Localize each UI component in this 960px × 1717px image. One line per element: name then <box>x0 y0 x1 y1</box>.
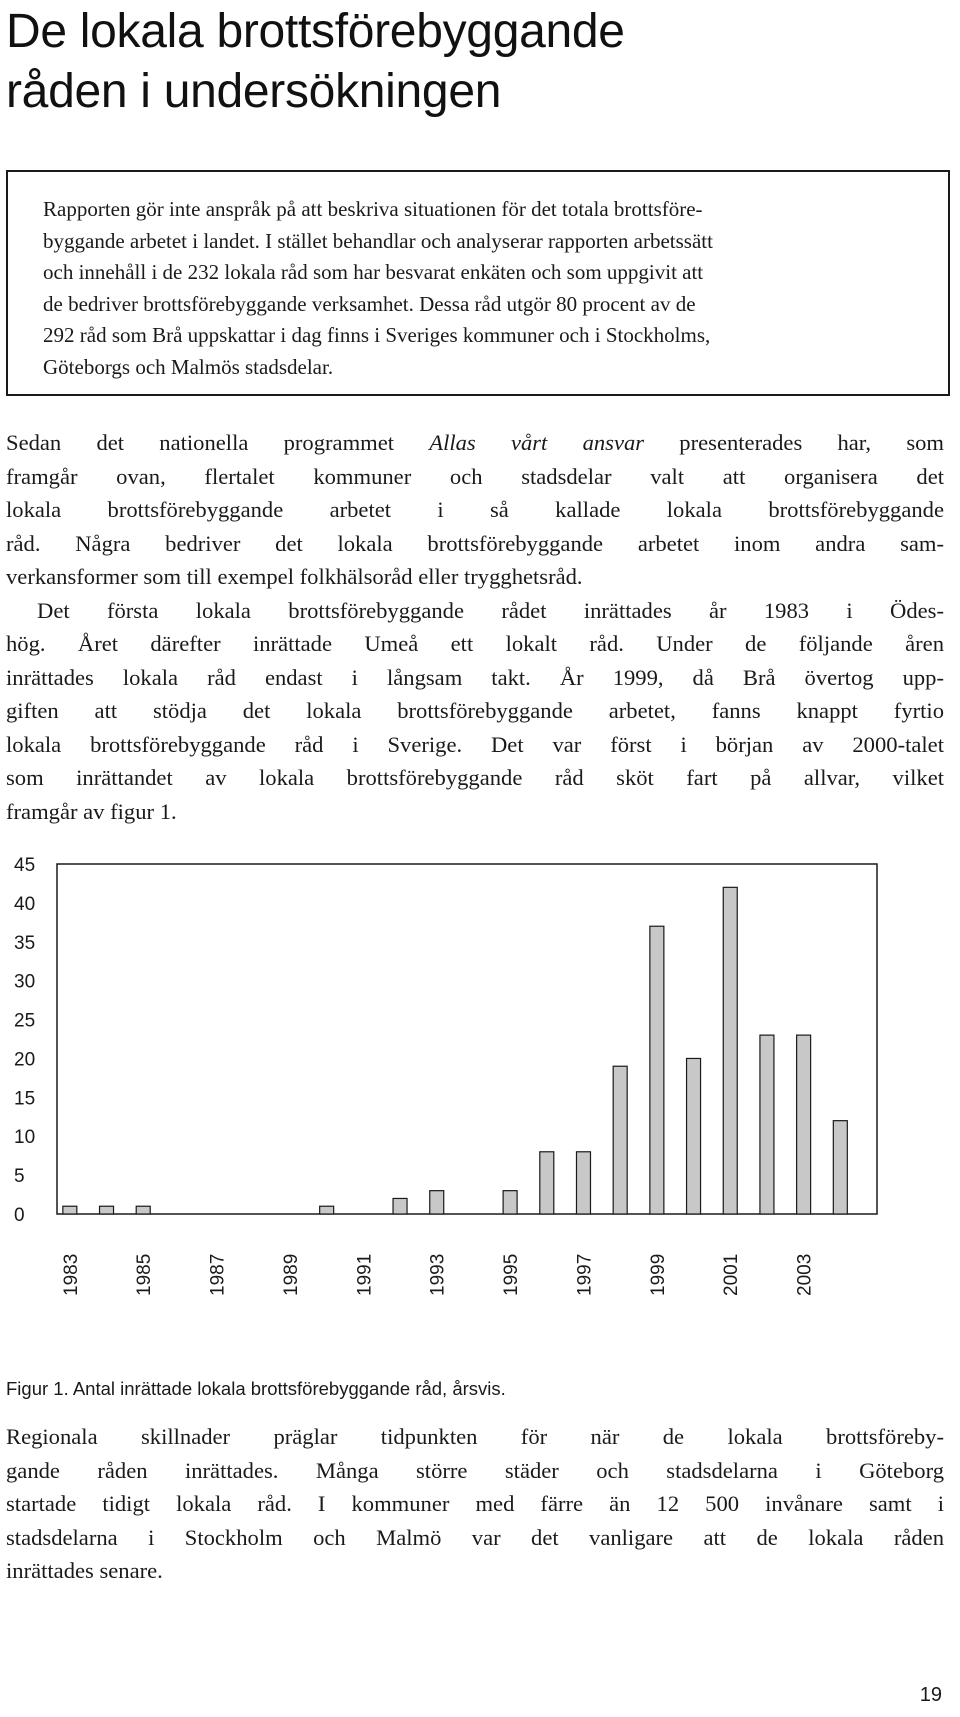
paragraph-line: råd. Några bedriver det lokala brottsförebyggande arbetet inom andra sam- <box>6 530 944 556</box>
y-tick-label: 30 <box>14 971 36 993</box>
paragraph-line: som inrättandet av lokala brottsförebyggande råd sköt fart på allvar, vilket <box>6 765 944 790</box>
bar-1984 <box>100 1206 114 1214</box>
y-tick-label: 5 <box>14 1166 25 1188</box>
bar-2001 <box>723 887 737 1214</box>
paragraph-line: Det första lokala brottsförebyggande rådet inrättades år 1983 i Ödes- <box>37 597 944 623</box>
x-tick-label: 2003 <box>794 1253 816 1296</box>
page-title <box>6 2 946 122</box>
summary-line: byggande arbetet i landet. I stället behandlar och analyserar rapporten arbetssätt <box>43 228 713 253</box>
paragraph-line: inrättades lokala råd endast i långsam takt. År 1999, då Brå övertog upp- <box>6 664 944 690</box>
bar-1996 <box>540 1152 554 1214</box>
x-tick-label: 1989 <box>280 1253 302 1296</box>
x-tick-label: 1993 <box>427 1253 449 1296</box>
y-tick-label: 35 <box>14 932 36 954</box>
paragraph-line: stadsdelarna i Stockholm och Malmö var det vanligare att de lokala råden <box>6 1524 944 1550</box>
summary-line: 292 råd som Brå uppskattar i dag finns i Sveriges kommuner och i Stockholms, <box>43 323 711 347</box>
program-name: Allas vårt ansvar <box>429 430 645 455</box>
bar-2004 <box>833 1121 847 1214</box>
bar-1999 <box>650 926 664 1214</box>
paragraph-line: lokala brottsförebyggande arbetet i så kallade lokala brottsförebyggande <box>6 497 944 522</box>
paragraph-line: giften att stödja det lokala brottsförebyggande arbetet, fanns knappt fyrtio <box>6 698 944 723</box>
plot-area <box>57 864 877 1214</box>
x-tick-label: 1987 <box>207 1253 229 1296</box>
paragraph-line: framgår av figur 1. <box>6 798 177 824</box>
x-tick-label: 1997 <box>574 1253 596 1296</box>
x-tick-label: 1991 <box>354 1253 376 1296</box>
paragraph-line: startade tidigt lokala råd. I kommuner med färre än 12 500 invånare samt i <box>6 1491 944 1516</box>
bar-2002 <box>760 1035 774 1214</box>
bar-2000 <box>687 1058 701 1214</box>
y-tick-label: 0 <box>14 1205 25 1226</box>
bar-1985 <box>136 1206 150 1214</box>
paragraph-line: Regionala skillnader präglar tidpunkten för när de lokala brottsföreby- <box>6 1424 944 1449</box>
figure-caption: Figur 1. Antal inrättade lokala brottsförebyggande råd, årsvis. <box>6 1378 506 1399</box>
paragraph-line: verkansformer som till exempel folkhälsoråd eller trygghetsråd. <box>6 564 583 589</box>
bar-chart <box>0 848 900 1368</box>
x-tick-label: 2001 <box>721 1253 743 1296</box>
bar-1995 <box>503 1191 517 1214</box>
x-tick-label: 1999 <box>647 1253 669 1296</box>
summary-line: och innehåll i de 232 lokala råd som har besvarat enkäten och som uppgivit att <box>43 260 704 284</box>
y-tick-label: 40 <box>14 893 36 915</box>
summary-line: Rapporten gör inte anspråk på att beskriva situationen för det totala brottsföre- <box>43 197 703 221</box>
bar-1990 <box>320 1206 334 1214</box>
paragraph-line: hög. Året därefter inrättade Umeå ett lokalt råd. Under de följande åren <box>6 631 944 656</box>
y-tick-label: 10 <box>14 1127 36 1149</box>
y-axis-ticks <box>14 855 35 1226</box>
paragraph-line: lokala brottsförebyggande råd i Sverige. Det var först i början av 2000-talet <box>6 731 944 757</box>
x-tick-label: 1985 <box>134 1253 156 1296</box>
summary-text <box>43 194 923 383</box>
bar-1998 <box>613 1066 627 1214</box>
paragraph-line: framgår ovan, flertalet kommuner och stadsdelar valt att organisera det <box>6 463 944 489</box>
x-tick-label: 1995 <box>501 1253 523 1296</box>
summary-line: Göteborgs och Malmös stadsdelar. <box>43 354 334 379</box>
bar-1983 <box>63 1206 77 1214</box>
summary-box <box>6 170 950 396</box>
x-tick-label: 1983 <box>60 1253 82 1296</box>
bar-1997 <box>576 1152 590 1214</box>
y-tick-label: 20 <box>14 1049 36 1071</box>
title-line-1: De lokala brottsförebyggande <box>6 5 625 58</box>
y-tick-label: 25 <box>14 1010 36 1032</box>
y-tick-label: 45 <box>14 855 36 876</box>
paragraph-line: inrättades senare. <box>6 1558 163 1583</box>
paragraph-3 <box>6 1420 944 1588</box>
x-axis-ticks <box>61 1254 816 1296</box>
paragraph-1 <box>6 426 944 828</box>
y-tick-label: 15 <box>14 1088 36 1110</box>
title-line-2: råden i undersökningen <box>6 65 502 118</box>
paragraph-line <box>6 426 944 460</box>
summary-line: de bedriver brottsförebyggande verksamhet. Dessa råd utgör 80 procent av de <box>43 291 696 316</box>
bar-1993 <box>430 1191 444 1214</box>
paragraph-text: presenterades har, som <box>644 430 944 455</box>
bar-2003 <box>797 1035 811 1214</box>
page-number: 19 <box>919 1684 942 1706</box>
bar-1992 <box>393 1198 407 1214</box>
paragraph-text: Sedan det nationella programmet <box>6 430 430 455</box>
paragraph-line: gande råden inrättades. Många större städer och stadsdelarna i Göteborg <box>6 1457 944 1483</box>
